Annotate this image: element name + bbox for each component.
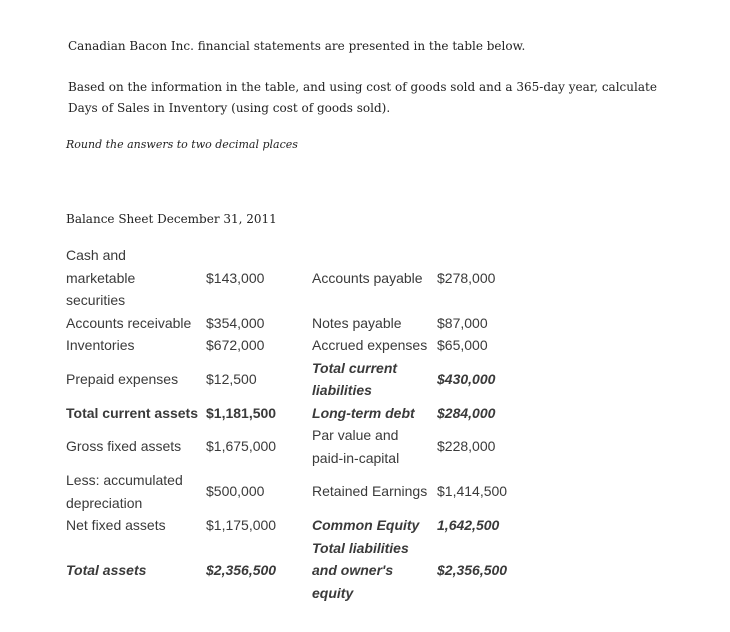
left-label: Net fixed assets	[66, 517, 166, 533]
table-row	[62, 424, 521, 469]
right-value: $228,000	[437, 438, 496, 455]
left-value: $354,000	[206, 314, 265, 331]
table-row	[62, 402, 521, 425]
table-row	[62, 312, 521, 335]
right-label: Common Equity	[312, 517, 420, 533]
right-label: Accrued expenses	[312, 337, 428, 353]
table-row	[62, 357, 521, 402]
left-value: $1,175,000	[206, 517, 277, 533]
left-label: Accounts receivable	[66, 314, 192, 331]
left-label: Total assets	[66, 562, 147, 578]
left-label: Inventories	[66, 337, 135, 353]
right-label: Total liabilities and owner's equity	[312, 539, 409, 601]
table-row	[62, 514, 521, 537]
right-value: $1,414,500	[437, 483, 508, 500]
rounding-instruction: Round the answers to two decimal places	[66, 138, 298, 151]
left-value: $500,000	[206, 483, 265, 500]
left-label: Total current assets	[66, 404, 199, 421]
left-value: $1,181,500	[206, 404, 277, 421]
table-row	[62, 334, 521, 357]
balance-sheet-title: Balance Sheet December 31, 2011	[66, 212, 277, 226]
balance-sheet-table	[62, 244, 521, 604]
right-value: $87,000	[437, 314, 488, 331]
intro-text: Canadian Bacon Inc. financial statements are presented in the table below.	[68, 39, 526, 53]
left-value: $1,675,000	[206, 438, 277, 455]
table-row	[62, 469, 521, 514]
left-label: Less: accumulated depreciation	[66, 472, 183, 511]
right-label: Accounts payable	[312, 269, 423, 286]
right-label: Notes payable	[312, 314, 402, 331]
right-value: 1,642,500	[437, 517, 500, 533]
right-label: Total current liabilities	[312, 359, 398, 398]
table-row	[62, 244, 521, 312]
right-value: $65,000	[437, 337, 488, 353]
task-text: Based on the information in the table, and using cost of goods sold and a 365-day year, calculate Days of Sales in Inventory (using cost of goods sold).	[68, 80, 657, 115]
right-value: $284,000	[437, 404, 496, 421]
left-label: Cash and marketable securities	[66, 247, 136, 308]
right-value: $430,000	[437, 370, 496, 387]
left-value: $12,500	[206, 370, 257, 387]
left-value: $143,000	[206, 269, 265, 286]
left-value: $672,000	[206, 337, 265, 353]
right-value: $2,356,500	[437, 562, 508, 578]
right-value: $278,000	[437, 269, 496, 286]
left-label: Prepaid expenses	[66, 370, 179, 387]
right-label: Retained Earnings	[312, 483, 428, 500]
left-value: $2,356,500	[206, 562, 277, 578]
table-row	[62, 537, 521, 605]
right-label: Long-term debt	[312, 404, 415, 421]
left-label: Gross fixed assets	[66, 438, 182, 455]
right-label: Par value and paid-in-capital	[312, 427, 400, 466]
